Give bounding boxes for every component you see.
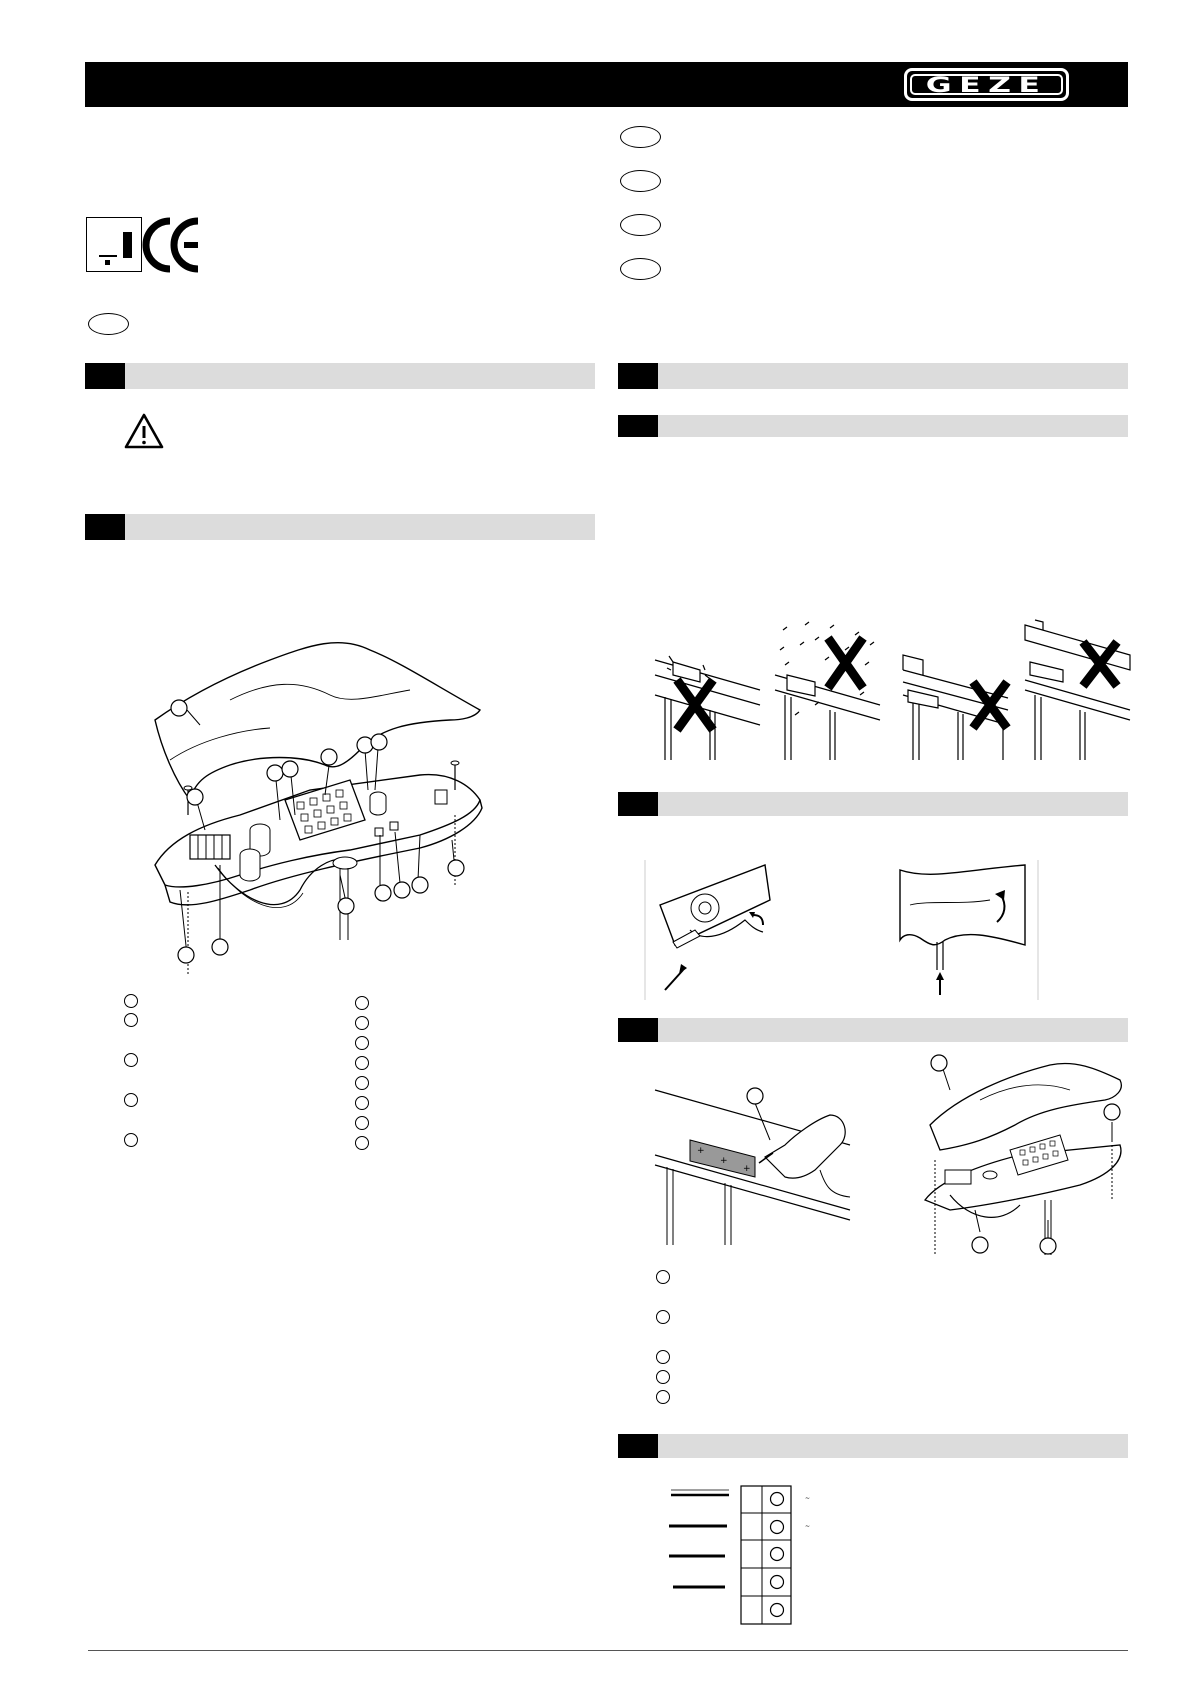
- legend-number: [124, 1133, 138, 1147]
- section-header: [618, 363, 1128, 389]
- language-marker: [620, 170, 661, 192]
- legend-number: [355, 1096, 369, 1110]
- legend-number: [124, 1013, 138, 1027]
- footer-rule: [88, 1650, 1128, 1651]
- cover-removal-illustration: [645, 860, 1045, 1000]
- legend-number: [124, 994, 138, 1008]
- legend-number: [355, 1036, 369, 1050]
- language-marker: [620, 214, 661, 236]
- legend-number: [355, 1016, 369, 1030]
- language-marker: [620, 126, 661, 148]
- legend-number: [355, 996, 369, 1010]
- brand-logo-text: GEZE: [925, 72, 1048, 97]
- brand-logo: [904, 68, 1069, 101]
- legend-number: [355, 1076, 369, 1090]
- terminal-screw: [771, 1604, 784, 1617]
- svg-text:+: +: [720, 1156, 728, 1166]
- section-header: [618, 1018, 1128, 1042]
- terminal-screw: [771, 1521, 784, 1534]
- mounting-legend-number: [656, 1270, 670, 1284]
- installation-location-illustrations: [655, 620, 1130, 760]
- legend-number: [124, 1093, 138, 1107]
- terminal-screw: [771, 1548, 784, 1561]
- language-marker: [620, 258, 661, 280]
- language-marker: [88, 313, 129, 335]
- terminal-screw: [771, 1576, 784, 1589]
- device-exploded-illustration: [150, 640, 490, 960]
- legend-number: [355, 1136, 369, 1150]
- terminal-screw: [771, 1493, 784, 1506]
- legend-number: [124, 1053, 138, 1067]
- svg-text:~: ~: [805, 1495, 811, 1502]
- svg-text:+: +: [743, 1164, 751, 1174]
- section-header: [85, 514, 595, 540]
- mounting-legend-number: [656, 1390, 670, 1404]
- section-header: [618, 792, 1128, 816]
- mounting-legend-number: [656, 1370, 670, 1384]
- section-header: [618, 1434, 1128, 1458]
- x-mark-icon: [677, 680, 713, 730]
- ce-mark-icon: [146, 217, 202, 273]
- warning-triangle-icon: [123, 412, 165, 450]
- x-mark-icon: [828, 638, 863, 688]
- subsection-header: [618, 415, 1128, 437]
- section-header: [85, 363, 595, 389]
- legend-number: [355, 1056, 369, 1070]
- assembly-illustration: [920, 1050, 1130, 1255]
- terminal-wiring-diagram: [665, 1486, 825, 1626]
- mounting-legend-number: [656, 1350, 670, 1364]
- drilling-illustration: [655, 1085, 850, 1245]
- mounting-legend-number: [656, 1310, 670, 1324]
- class-mark-icon: [86, 217, 142, 272]
- legend-number: [355, 1116, 369, 1130]
- svg-text:~: ~: [805, 1523, 811, 1530]
- svg-text:+: +: [697, 1146, 705, 1156]
- x-mark-icon: [973, 682, 1007, 728]
